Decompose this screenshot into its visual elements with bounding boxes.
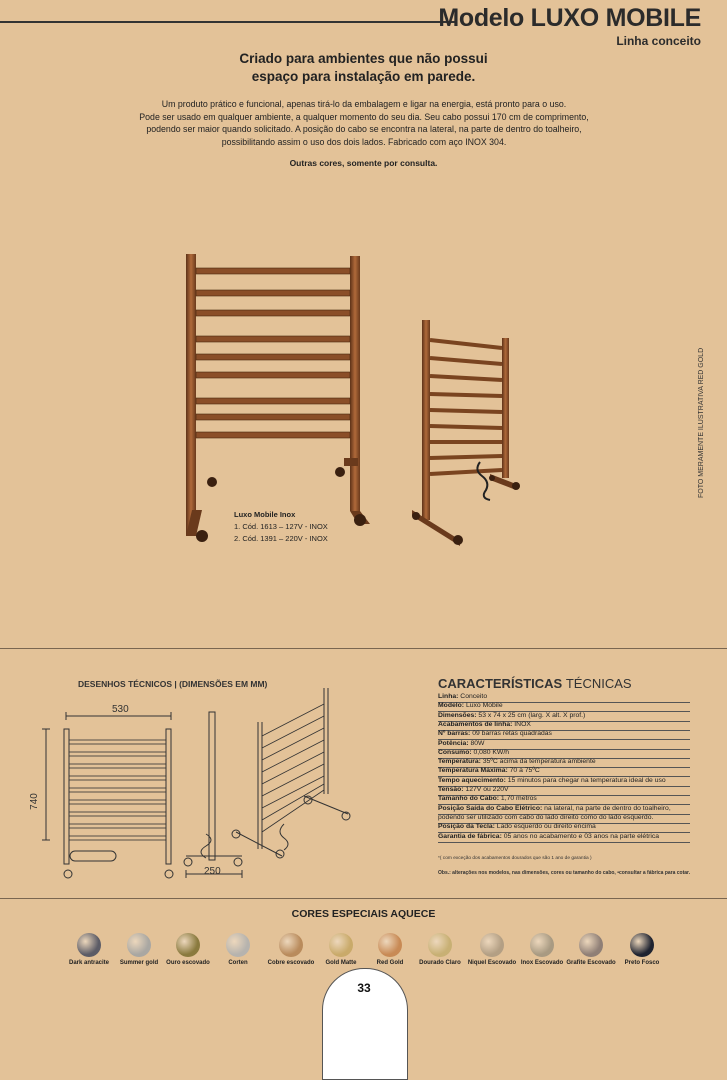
spec-value: podendo ser utilizado com cabo do lado direito como do lado esquerdo. <box>438 813 654 821</box>
body-line-2: Pode ser usado em qualquer ambiente, a qualquer momento do seu dia. Seu cabo possui 170 cm de comprimento, <box>139 111 589 122</box>
section-divider <box>0 648 727 649</box>
intro-headline <box>0 50 727 86</box>
color-swatch <box>530 933 554 957</box>
spec-value: 09 barras retas quadradas <box>470 730 552 738</box>
section-divider-2 <box>0 898 727 899</box>
spec-value: 53 x 74 x 25 cm (larg. X alt. X prof.) <box>476 711 586 719</box>
spec-value: 80W <box>468 739 485 747</box>
color-swatch <box>480 933 504 957</box>
spec-label: Dimensões: <box>438 711 477 719</box>
spec-value: 0,080 KW/h <box>471 748 510 756</box>
height-dimension: 740 <box>28 793 40 810</box>
product-photo <box>180 248 530 553</box>
cores-title: CORES ESPECIAIS AQUECE <box>291 908 436 920</box>
spec-value: Luxo Mobile <box>464 702 503 710</box>
header-rule <box>0 21 455 23</box>
side-view <box>184 712 242 878</box>
page-subtitle: Linha conceito <box>616 34 701 48</box>
color-label: Preto Fosco <box>624 960 660 966</box>
color-label: Cobre escovado <box>267 960 315 966</box>
spec-value: Lado esquerdo ou direito encima <box>494 823 596 831</box>
spec-label: Potência: <box>438 739 469 747</box>
width-dimension: 530 <box>112 704 129 715</box>
color-swatch <box>378 933 402 957</box>
depth-dimension: 250 <box>204 866 221 877</box>
specs-footnote: *( com exceção dos acabamentos dourados que são 1 ano de garantia ) <box>438 856 592 861</box>
color-swatch <box>279 933 303 957</box>
color-label: Dark antracite <box>68 960 110 966</box>
spec-label: Linha: <box>438 693 459 700</box>
small-rack <box>412 320 520 546</box>
caption-line-1: 1. Cód. 1613 – 127V - INOX <box>234 522 328 531</box>
color-swatch <box>630 933 654 957</box>
spec-value: 15 minutos para chegar na temperatura ideal de uso <box>505 776 666 784</box>
spec-value: INOX <box>512 720 531 728</box>
front-view <box>42 712 173 878</box>
color-swatch <box>77 933 101 957</box>
spec-label: Posição Saída do Cabo Elétrico: <box>438 804 543 812</box>
spec-label: Tamanho do Cabo: <box>438 795 500 803</box>
color-label: Niquel Escovado <box>467 960 517 966</box>
spec-value: 1,70 metros <box>499 795 537 803</box>
spec-value: 05 anos no acabamento e 03 anos na parte elétrica <box>501 832 660 840</box>
spec-label: Consumo: <box>438 748 472 756</box>
color-swatch <box>226 933 250 957</box>
color-label: Inox Escovado <box>520 960 564 966</box>
spec-row <box>438 832 690 843</box>
body-line-1: Um produto prático e funcional, apenas tirá-lo da embalagem e ligar na energia, está pronto para o uso. <box>161 99 567 109</box>
color-swatch <box>579 933 603 957</box>
color-label: Gold Matte <box>325 960 357 966</box>
spec-value: 70 a 75ºC <box>507 767 540 775</box>
color-label: Corten <box>228 960 248 966</box>
caption-title: Luxo Mobile Inox <box>234 510 296 519</box>
spec-label: Modelo: <box>438 702 465 710</box>
color-label: Dourado Claro <box>419 960 461 966</box>
headline-line-2: espaço para instalação em parede. <box>251 69 476 84</box>
specs-title: CARACTERÍSTICAS TÉCNICAS <box>438 676 632 691</box>
large-rack <box>186 254 370 542</box>
caption-line-2: 2. Cód. 1391 – 220V - INOX <box>234 534 328 543</box>
spec-label: Tempo aquecimento: <box>438 776 506 784</box>
vertical-note: FOTO MERAMENTE ILUSTRATIVA RED GOLD <box>698 347 705 498</box>
page-title: Modelo LUXO MOBILE <box>438 4 701 32</box>
perspective-view <box>232 688 350 858</box>
spec-value: 127V ou 220V <box>463 786 509 793</box>
color-swatch <box>176 933 200 957</box>
color-label: Summer gold <box>119 960 159 966</box>
spec-label: Tensão: <box>438 786 464 793</box>
spec-label: Temperatura: <box>438 758 481 766</box>
color-swatch <box>127 933 151 957</box>
spec-value: 35ºC acima da temperatura ambiente <box>480 758 596 766</box>
color-label: Ouro escovado <box>166 960 210 966</box>
spec-label: Acabamentos de linha: <box>438 720 513 728</box>
headline-line-1: Criado para ambientes que não possui <box>239 51 488 66</box>
body-line-4: possibilitando assim o uso dos dois lados. Fabricado com aço INOX 304. <box>221 136 507 147</box>
spec-label: Posição da Tecla: <box>438 823 495 831</box>
spec-label: Nº barras: <box>438 730 471 738</box>
color-swatch <box>428 933 452 957</box>
spec-label: Temperatura Máxima: <box>438 767 508 775</box>
color-label: Red Gold <box>376 960 404 966</box>
technical-drawings <box>36 684 356 884</box>
body-line-3: podendo ser maior quando solicitado. A posição do cabo se encontra na lateral, na parte de dentro do toalheiro, <box>146 124 582 135</box>
spec-label: Garantia de fábrica: <box>438 832 502 840</box>
spec-value: na lateral, na parte de dentro do toalheiro, <box>542 804 671 812</box>
color-label: Grafite Escovado <box>566 960 616 966</box>
color-swatch <box>329 933 353 957</box>
intro-body <box>90 98 638 148</box>
photo-caption <box>234 509 328 545</box>
colors-note: Outras cores, somente por consulta. <box>289 158 438 168</box>
specs-obs: Obs.: alterações nos modelos, nas dimensões, cores ou tamanho do cabo, •consultar a fábrica para cotar. <box>438 870 691 876</box>
spec-value: Conceito <box>458 693 488 700</box>
page-number: 33 <box>357 981 371 995</box>
drawings-title: DESENHOS TÉCNICOS | (DIMENSÕES EM MM) <box>78 679 268 689</box>
